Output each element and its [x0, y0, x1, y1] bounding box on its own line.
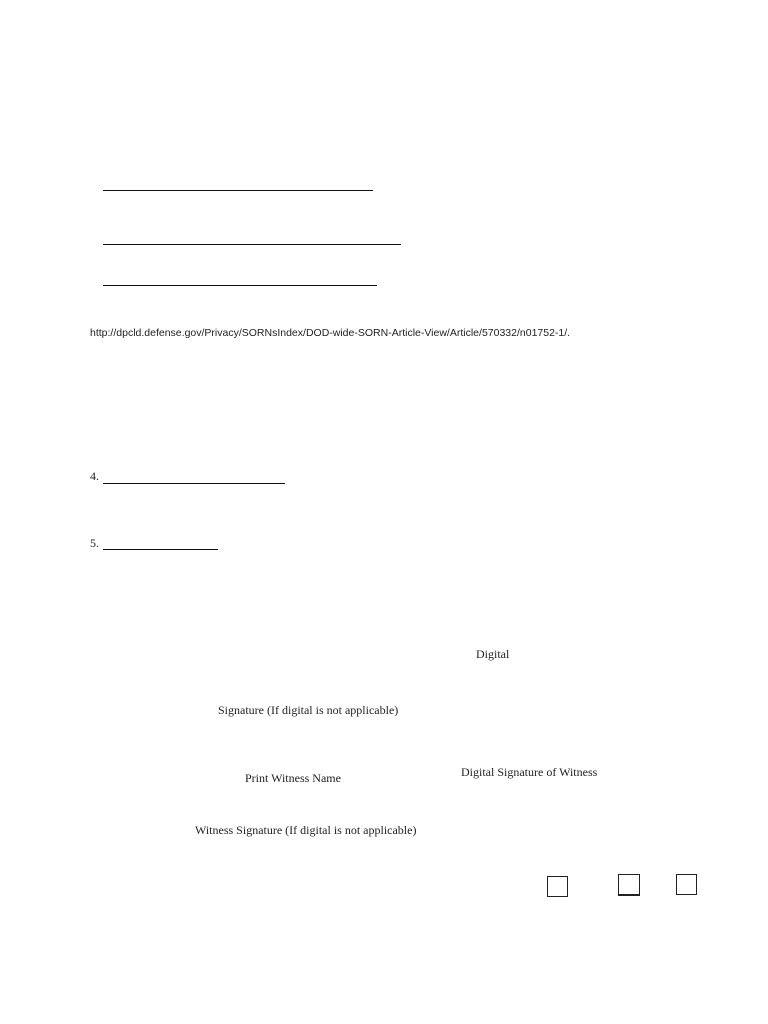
digital-signature-witness-label: Digital Signature of Witness	[461, 765, 598, 779]
witness-signature-label: Witness Signature (If digital is not applicable)	[195, 823, 417, 837]
item-4-number: 4.	[90, 469, 99, 483]
item-5-number: 5.	[90, 536, 99, 550]
digital-label: Digital	[476, 647, 510, 661]
signature-label: Signature (If digital is not applicable)	[218, 703, 399, 717]
item-5-blank-line[interactable]	[103, 549, 218, 550]
sorn-url[interactable]: http://dpcld.defense.gov/Privacy/SORNsIndex/DOD-wide-SORN-Article-View/Article/570332/n01752-1/.	[90, 327, 571, 339]
blank-line-3[interactable]	[103, 285, 377, 286]
checkbox-3[interactable]	[676, 874, 697, 895]
print-witness-name-label: Print Witness Name	[245, 771, 341, 785]
blank-line-2[interactable]	[103, 244, 401, 245]
item-4-blank-line[interactable]	[103, 483, 285, 484]
checkbox-2[interactable]	[618, 874, 640, 896]
blank-line-1[interactable]	[103, 190, 373, 191]
checkbox-1[interactable]	[547, 876, 568, 897]
